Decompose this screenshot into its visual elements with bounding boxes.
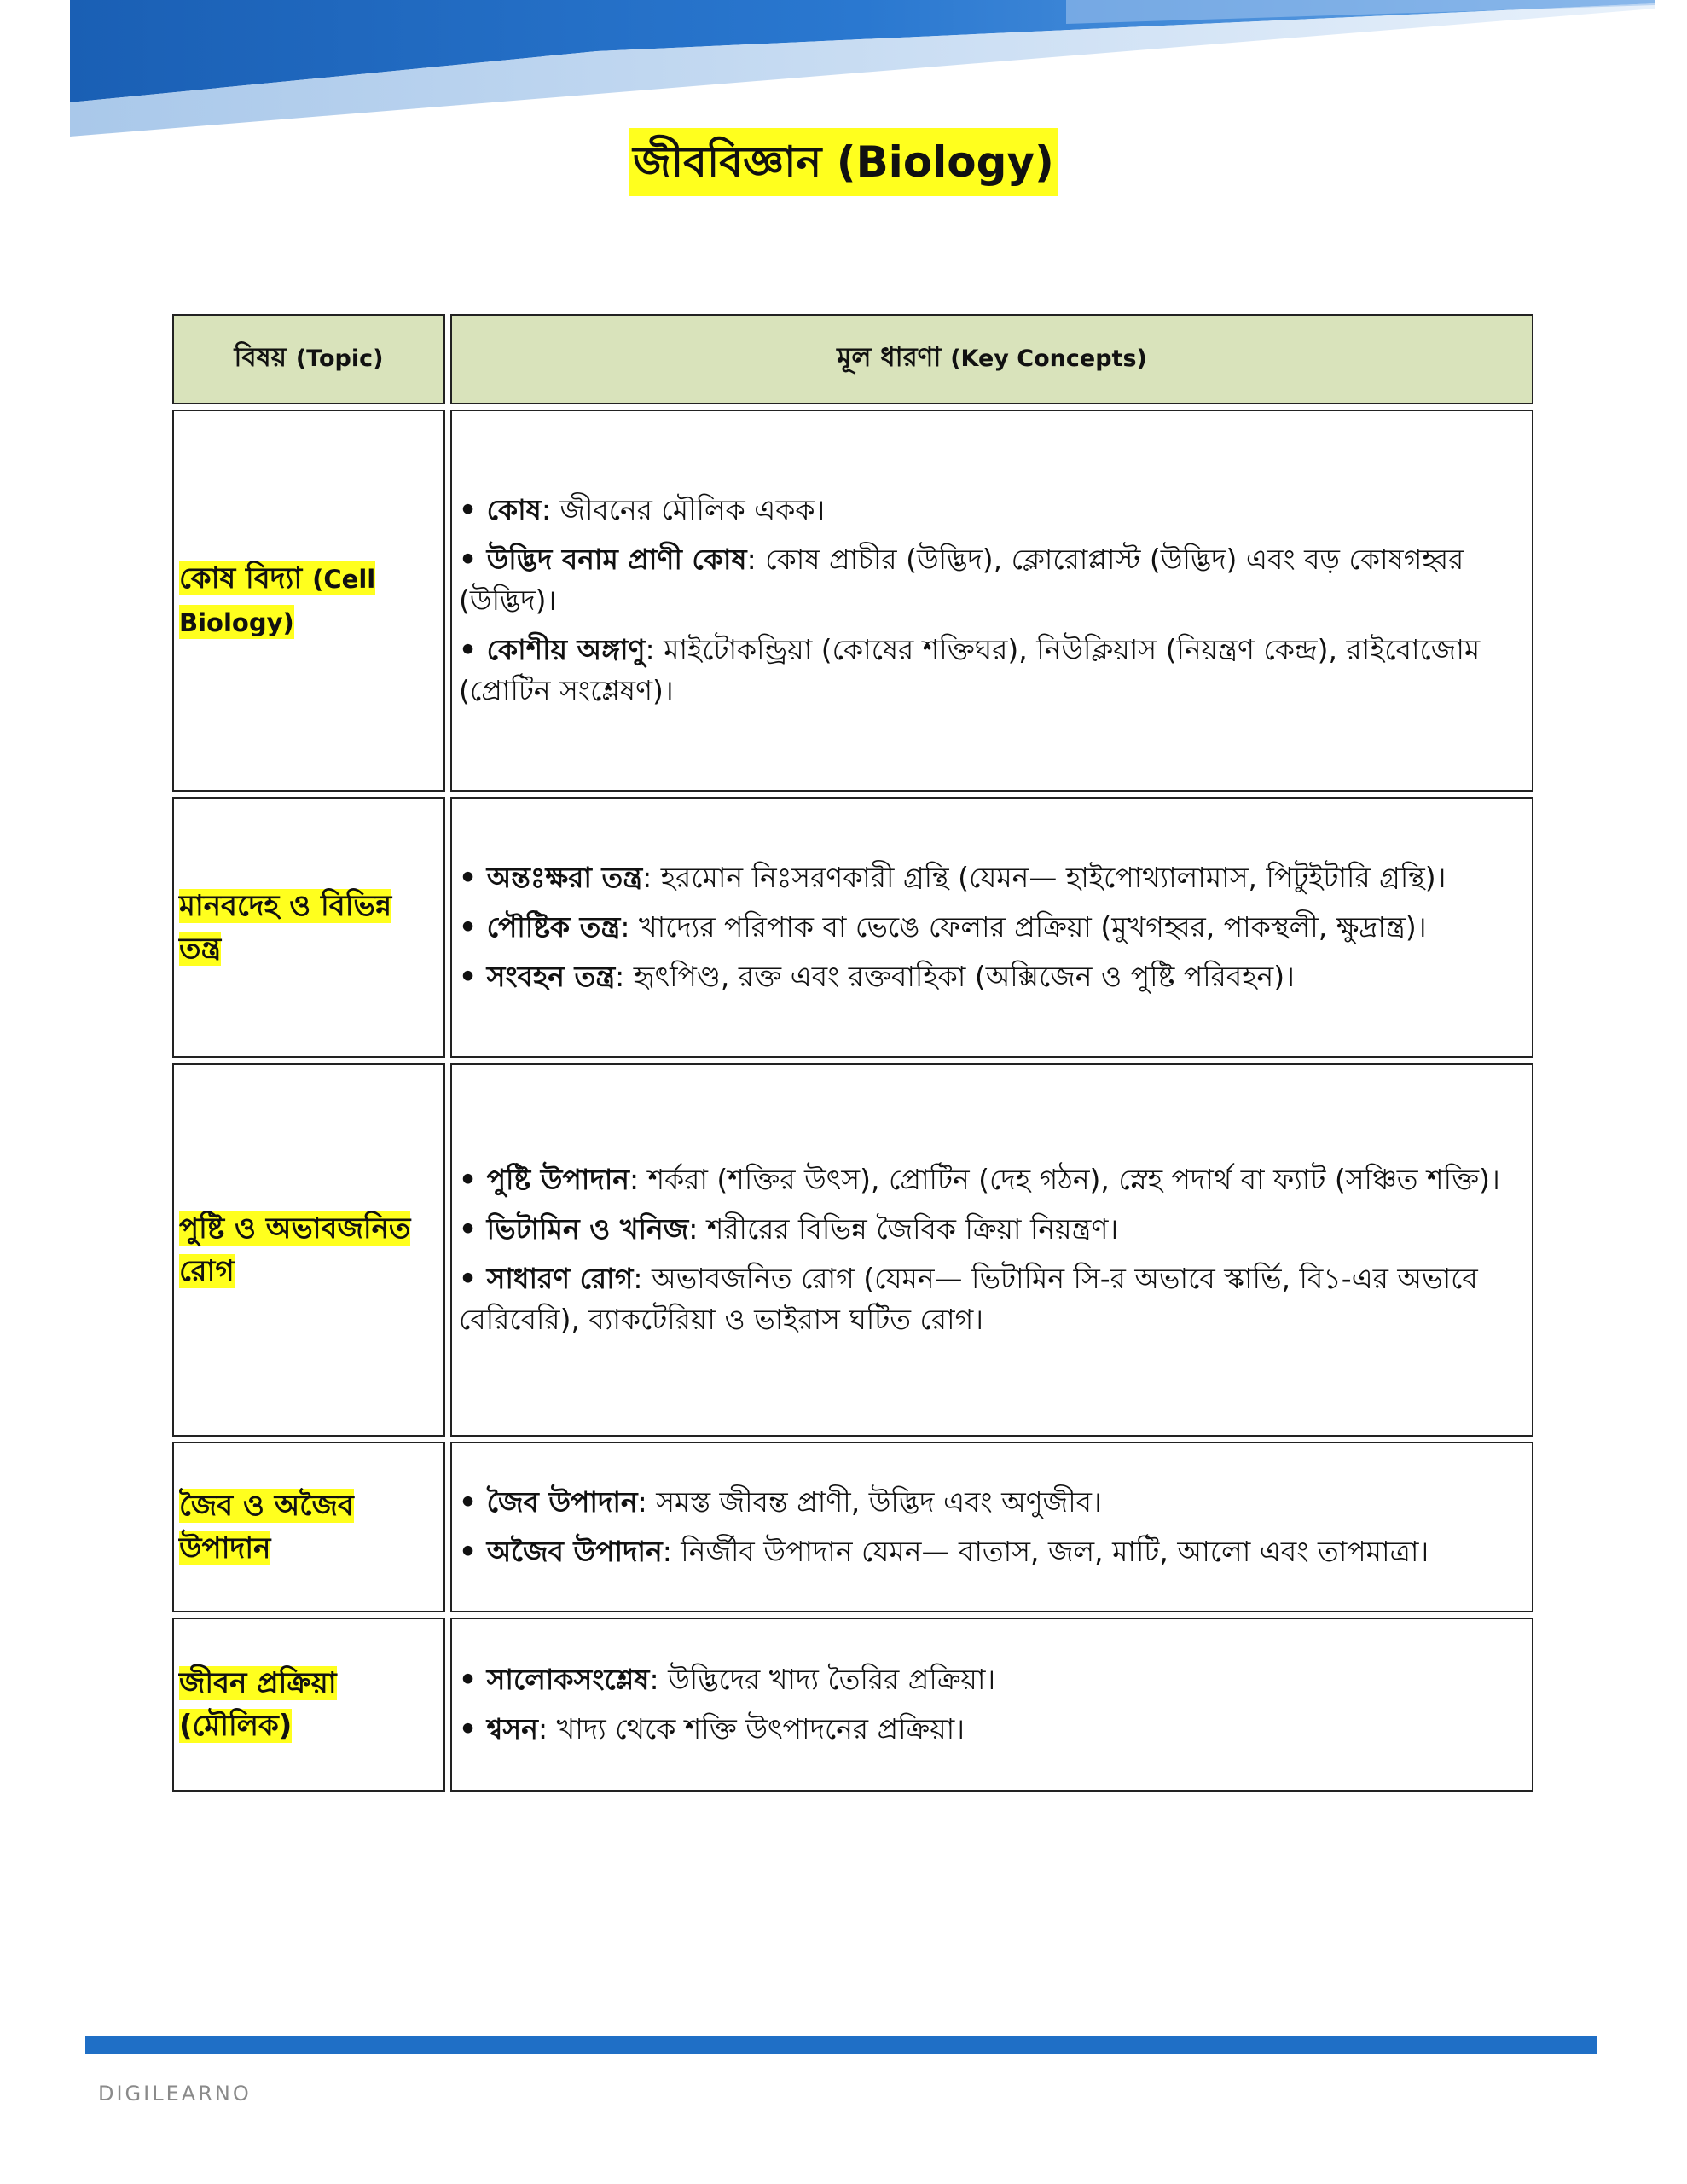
topic-cell xyxy=(172,797,445,1058)
concept-term: অজৈব উপাদান xyxy=(486,1535,663,1568)
table-row xyxy=(172,1442,1533,1612)
concept-term: সংবহন তন্ত্র xyxy=(486,960,616,993)
concept-text: : খাদ্য থেকে শক্তি উৎপাদনের প্রক্রিয়া। xyxy=(537,1712,965,1745)
list-item: • পুষ্টি উপাদান: শর্করা (শক্তির উৎস), প্রোটিন (দেহ গঠন), স্নেহ পদার্থ বা ফ্যাট (সঞ্চিত শক্তি)। xyxy=(459,1163,1500,1196)
topic-cell xyxy=(172,1063,445,1437)
list-item: • পৌষ্টিক তন্ত্র: খাদ্যের পরিপাক বা ভেঙে ফেলার প্রক্রিয়া (মুখগহ্বর, পাকস্থলী, ক্ষুদ্রান্ত্র)। xyxy=(459,910,1427,944)
concepts-cell xyxy=(450,410,1533,792)
page-title: জীববিজ্ঞান (Biology) xyxy=(629,128,1058,196)
concept-term: কোষ xyxy=(486,493,542,526)
header-concepts-bn: মূল ধারণা xyxy=(837,342,942,373)
topic-label: কোষ বিদ্যা (Cell Biology) xyxy=(179,561,376,637)
concept-text: : শর্করা (শক্তির উৎস), প্রোটিন (দেহ গঠন), স্নেহ পদার্থ বা ফ্যাট (সঞ্চিত শক্তি)। xyxy=(629,1163,1500,1196)
concepts-cell xyxy=(450,1618,1533,1792)
table-header-row xyxy=(172,314,1533,404)
table-row xyxy=(172,1618,1533,1792)
concept-term: জৈব উপাদান xyxy=(486,1485,638,1519)
concepts-cell xyxy=(450,1442,1533,1612)
topic-label: জৈব ও অজৈব উপাদান xyxy=(179,1489,354,1565)
brand-label: DIGILEARNO xyxy=(98,2082,252,2106)
list-item: • অন্তঃক্ষরা তন্ত্র: হরমোন নিঃসরণকারী গ্রন্থি (যেমন— হাইপোথ্যালামাস, পিটুইটারি গ্রন্থি)। xyxy=(459,861,1446,894)
concept-term: অন্তঃক্ষরা তন্ত্র xyxy=(486,861,643,894)
concept-text: : হৃৎপিণ্ড, রক্ত এবং রক্তবাহিকা (অক্সিজেন ও পুষ্টি পরিবহন)। xyxy=(615,960,1295,993)
top-banner xyxy=(0,0,1687,145)
concepts-cell xyxy=(450,1063,1533,1437)
header-topic-bn: বিষয় xyxy=(234,342,287,373)
concept-text: : শরীরের বিভিন্ন জৈবিক ক্রিয়া নিয়ন্ত্রণ। xyxy=(688,1212,1119,1246)
concept-text: : সমস্ত জীবন্ত প্রাণী, উদ্ভিদ এবং অণুজীব। xyxy=(637,1485,1102,1519)
list-item: • জৈব উপাদান: সমস্ত জীবন্ত প্রাণী, উদ্ভিদ এবং অণুজীব। xyxy=(459,1485,1102,1519)
footer-bar xyxy=(85,2036,1597,2054)
concept-text: : নির্জীব উপাদান যেমন— বাতাস, জল, মাটি, আলো এবং তাপমাত্রা। xyxy=(662,1535,1429,1568)
concept-term: শ্বসন xyxy=(486,1712,538,1745)
concept-term: সালোকসংশ্লেষ xyxy=(486,1663,650,1696)
topics-table xyxy=(167,309,1539,1797)
list-item: • অজৈব উপাদান: নির্জীব উপাদান যেমন— বাতাস, জল, মাটি, আলো এবং তাপমাত্রা। xyxy=(459,1535,1429,1568)
list-item: • ভিটামিন ও খনিজ: শরীরের বিভিন্ন জৈবিক ক্রিয়া নিয়ন্ত্রণ। xyxy=(459,1212,1119,1246)
concept-term: পুষ্টি উপাদান xyxy=(486,1163,629,1196)
concept-text: : অভাবজনিত রোগ (যেমন— ভিটামিন সি-র অভাবে স্কার্ভি, বি১-এর অভাবে বেরিবেরি), ব্যাকটেরিয়া ও ভাইরাস ঘটিত রোগ। xyxy=(459,1262,1478,1336)
list-item: • কোষ: জীবনের মৌলিক একক। xyxy=(459,493,826,526)
topic-cell xyxy=(172,1442,445,1612)
concept-text: : হরমোন নিঃসরণকারী গ্রন্থি (যেমন— হাইপোথ্যালামাস, পিটুইটারি গ্রন্থি)। xyxy=(642,861,1446,894)
concept-text: : কোষ প্রাচীর (উদ্ভিদ), ক্লোরোপ্লাস্ট (উদ্ভিদ) এবং বড় কোষগহ্বর (উদ্ভিদ)। xyxy=(459,543,1464,617)
list-item: • উদ্ভিদ বনাম প্রাণী কোষ: কোষ প্রাচীর (উদ্ভিদ), ক্লোরোপ্লাস্ট (উদ্ভিদ) এবং বড় কোষগহ্বর (উদ্ভিদ)। xyxy=(459,543,1464,617)
list-item: • সাধারণ রোগ: অভাবজনিত রোগ (যেমন— ভিটামিন সি-র অভাবে স্কার্ভি, বি১-এর অভাবে বেরিবেরি), ব্যাকটেরিয়া ও ভাইরাস ঘটিত রোগ। xyxy=(459,1262,1478,1336)
concept-text: : উদ্ভিদের খাদ্য তৈরির প্রক্রিয়া। xyxy=(649,1663,996,1696)
concept-text: : জীবনের মৌলিক একক। xyxy=(541,493,826,526)
concept-term: পৌষ্টিক তন্ত্র xyxy=(486,910,621,944)
header-concepts xyxy=(450,314,1533,404)
topic-label: জীবন প্রক্রিয়া (মৌলিক) xyxy=(179,1666,337,1743)
concepts-cell xyxy=(450,797,1533,1058)
topic-cell xyxy=(172,1618,445,1792)
concept-text: : মাইটোকন্ড্রিয়া (কোষের শক্তিঘর), নিউক্লিয়াস (নিয়ন্ত্রণ কেন্দ্র), রাইবোজোম (প্রোটিন সংশ্লেষণ)। xyxy=(459,633,1481,707)
concept-term: কোশীয় অঙ্গাণু xyxy=(486,633,646,666)
table-row xyxy=(172,797,1533,1058)
topic-label: পুষ্টি ও অভাবজনিত রোগ xyxy=(179,1211,411,1288)
table-row xyxy=(172,1063,1533,1437)
table-row xyxy=(172,410,1533,792)
list-item: • কোশীয় অঙ্গাণু: মাইটোকন্ড্রিয়া (কোষের শক্তিঘর), নিউক্লিয়াস (নিয়ন্ত্রণ কেন্দ্র), রাইবোজোম (প্রোটিন সংশ্লেষণ)। xyxy=(459,633,1481,707)
topic-label: মানবদেহ ও বিভিন্ন তন্ত্র xyxy=(179,889,392,966)
concept-term: ভিটামিন ও খনিজ xyxy=(486,1212,689,1246)
concept-text: : খাদ্যের পরিপাক বা ভেঙে ফেলার প্রক্রিয়া (মুখগহ্বর, পাকস্থলী, ক্ষুদ্রান্ত্র)। xyxy=(620,910,1427,944)
concept-term: সাধারণ রোগ xyxy=(486,1262,634,1295)
concept-term: উদ্ভিদ বনাম প্রাণী কোষ xyxy=(486,543,747,576)
topic-cell xyxy=(172,410,445,792)
header-topic xyxy=(172,314,445,404)
header-concepts-en: (Key Concepts) xyxy=(950,346,1147,372)
list-item: • সংবহন তন্ত্র: হৃৎপিণ্ড, রক্ত এবং রক্তবাহিকা (অক্সিজেন ও পুষ্টি পরিবহন)। xyxy=(459,960,1295,993)
list-item: • শ্বসন: খাদ্য থেকে শক্তি উৎপাদনের প্রক্রিয়া। xyxy=(459,1712,965,1745)
header-topic-en: (Topic) xyxy=(295,346,384,372)
list-item: • সালোকসংশ্লেষ: উদ্ভিদের খাদ্য তৈরির প্রক্রিয়া। xyxy=(459,1663,996,1696)
